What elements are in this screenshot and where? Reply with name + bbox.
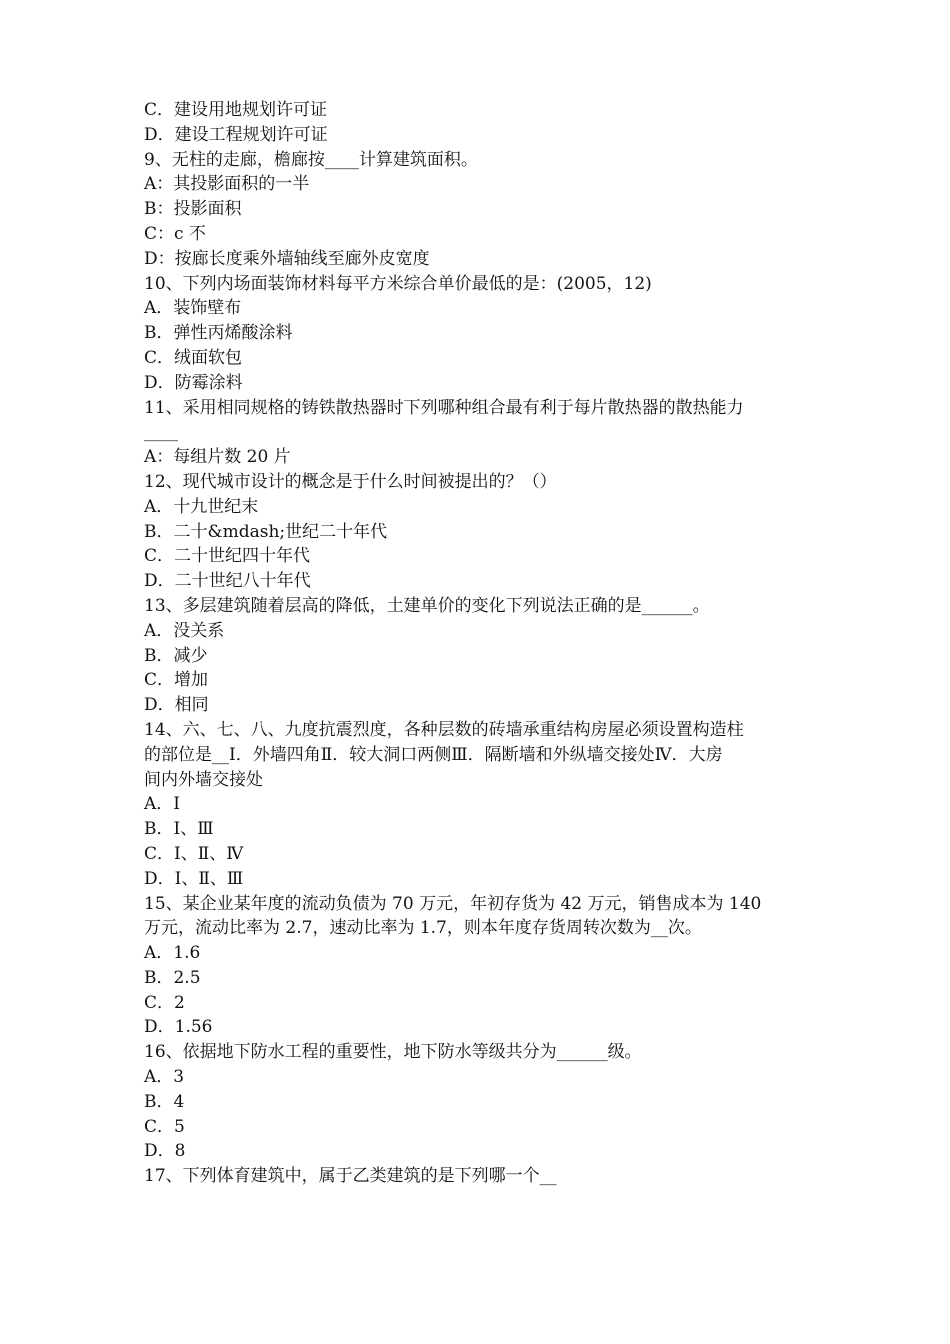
text-line: A．3: [144, 1067, 185, 1088]
text-line: D．防霉涂料: [144, 372, 243, 393]
text-line: 11、采用相同规格的铸铁散热器时下列哪种组合最有利于每片散热器的散热能力: [144, 397, 744, 418]
text-line: 间内外墙交接处: [144, 769, 263, 790]
text-line: C．绒面软包: [144, 347, 243, 368]
text-line: D．8: [144, 1141, 186, 1162]
document-body: [144, 98, 824, 1189]
text-line: 9、无柱的走廊，檐廊按____计算建筑面积。: [144, 149, 478, 170]
text-line: A．十九世纪末: [144, 496, 259, 517]
text-line: A：其投影面积的一半: [144, 174, 310, 195]
text-line: C．2: [144, 992, 185, 1013]
text-line: B．4: [144, 1091, 185, 1112]
text-line: D．1.56: [144, 1017, 213, 1038]
text-line: C．5: [144, 1116, 185, 1137]
text-line: 万元，流动比率为 2.7，速动比率为 1.7，则本年度存货周转次数为__次。: [144, 918, 702, 939]
text-line: 13、多层建筑随着层高的降低，土建单价的变化下列说法正确的是______。: [144, 595, 710, 616]
text-line: A：每组片数 20 片: [144, 447, 291, 468]
text-line: A．没关系: [144, 620, 225, 641]
text-line: 17、下列体育建筑中，属于乙类建筑的是下列哪一个__: [144, 1166, 557, 1187]
text-line: D：按廊长度乘外墙轴线至廊外皮宽度: [144, 248, 430, 269]
text-line: 12、现代城市设计的概念是于什么时间被提出的？（）: [144, 471, 557, 492]
text-line: C．Ⅰ、Ⅱ、Ⅳ: [144, 843, 244, 864]
text-line: B．弹性丙烯酸涂料: [144, 323, 293, 344]
text-line: 10、下列内场面装饰材料每平方米综合单价最低的是：(2005，12): [144, 273, 652, 294]
text-line: ____: [144, 422, 178, 443]
text-line: 15、某企业某年度的流动负债为 70 万元，年初存货为 42 万元，销售成本为 140: [144, 893, 762, 914]
text-line: 的部位是__Ⅰ．外墙四角Ⅱ．较大洞口两侧Ⅲ．隔断墙和外纵墙交接处Ⅳ．大房: [144, 744, 723, 765]
text-line: D．建设工程规划许可证: [144, 124, 328, 145]
text-line: C．二十世纪四十年代: [144, 546, 311, 567]
text-line: C．建设用地规划许可证: [144, 100, 328, 120]
text-line: B．2.5: [144, 967, 201, 988]
text-line: B：投影面积: [144, 199, 242, 220]
text-line: C．增加: [144, 670, 209, 691]
text-line: C：c 不: [144, 223, 206, 244]
text-line: D．相同: [144, 695, 209, 716]
text-line: B．Ⅰ、Ⅲ: [144, 819, 214, 840]
text-line: B．减少: [144, 645, 208, 666]
text-line: D．二十世纪八十年代: [144, 571, 311, 592]
text-line: B．二十&mdash;世纪二十年代: [144, 521, 388, 542]
text-line: D．Ⅰ、Ⅱ、Ⅲ: [144, 868, 244, 889]
text-line: A．装饰壁布: [144, 298, 242, 319]
text-line: 14、六、七、八、九度抗震烈度，各种层数的砖墙承重结构房屋必须设置构造柱: [144, 719, 744, 740]
text-line: 16、依据地下防水工程的重要性，地下防水等级共分为______级。: [144, 1042, 642, 1063]
text-line: A．1.6: [144, 943, 201, 964]
text-line: A．Ⅰ: [144, 794, 180, 815]
